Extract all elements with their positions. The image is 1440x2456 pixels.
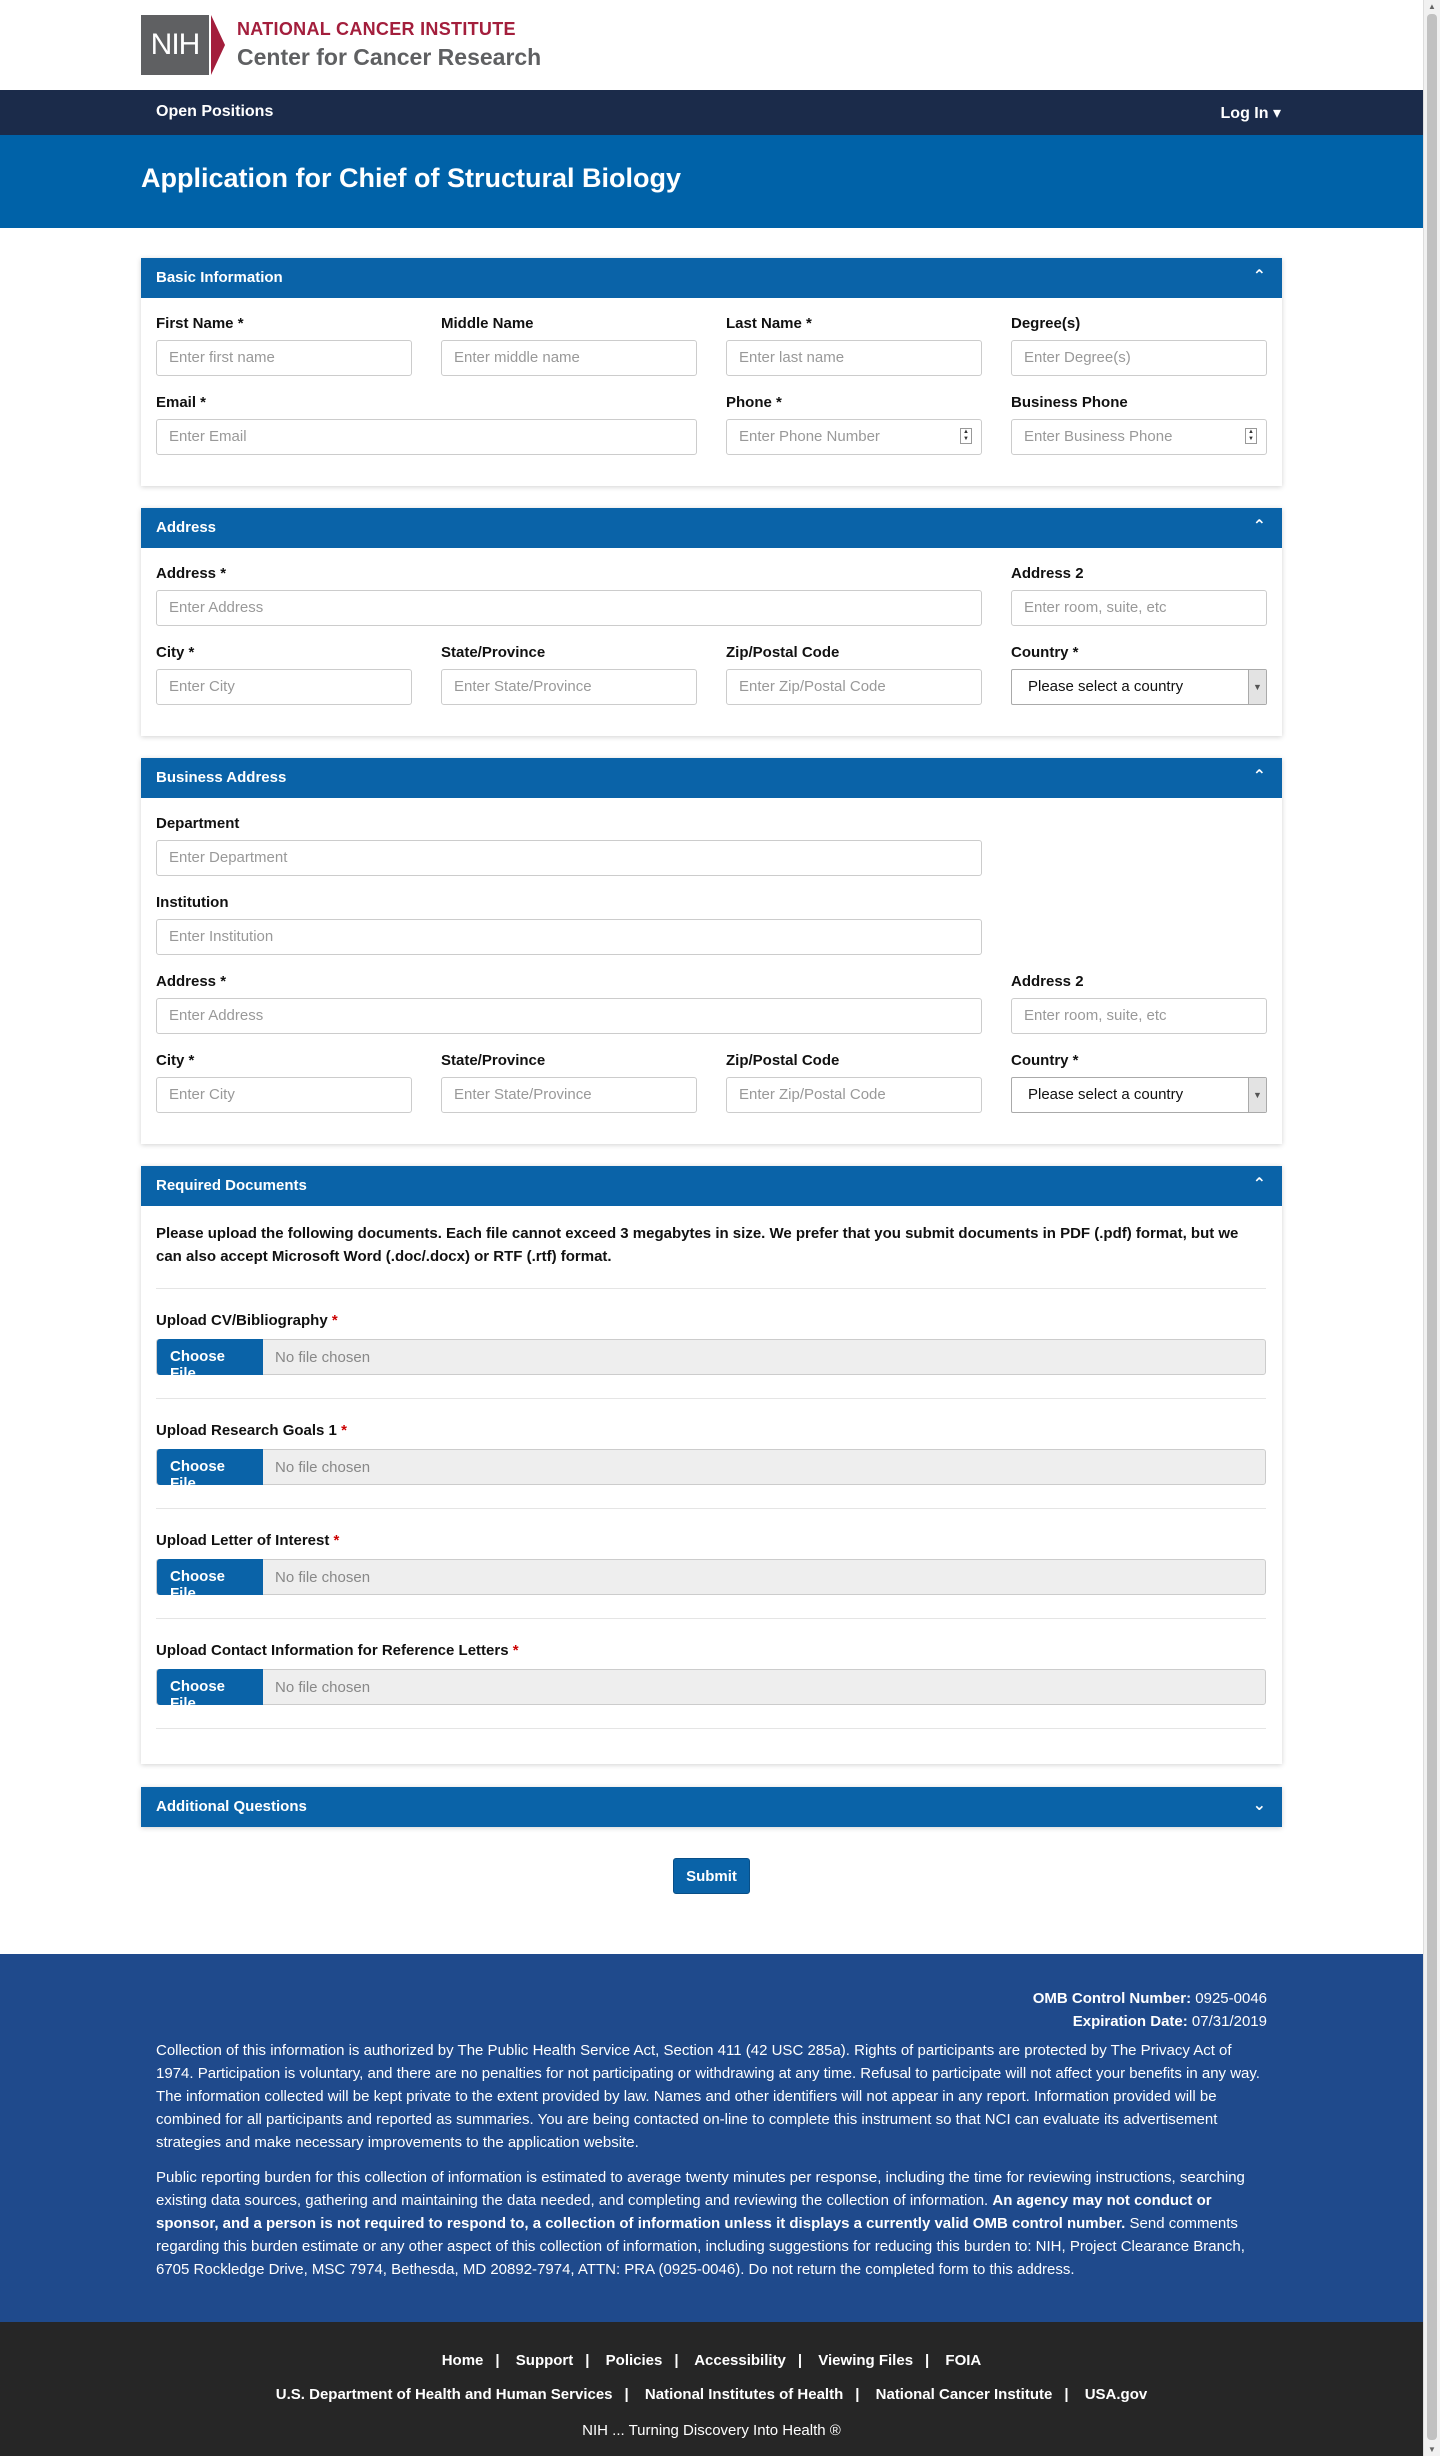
separator: | [855,2386,860,2403]
top-nav [0,90,1423,135]
panel-header-business[interactable] [141,758,1282,798]
footer-link-support[interactable]: Support [515,2352,574,2369]
chevron-up-icon[interactable]: ⌃ [1252,768,1266,785]
panel-title: Required Documents [156,1177,307,1194]
site-header [0,0,1423,90]
business-city-input[interactable]: Enter City [156,1077,412,1113]
address-label: Address * [156,565,227,582]
panel-address [141,508,1282,736]
country-select-value: Please select a country [1028,678,1184,695]
phone-field [726,419,982,455]
last-name-input[interactable]: Enter last name [726,340,982,376]
panel-header-address[interactable] [141,508,1282,548]
country-label: Country * [1011,644,1079,661]
panel-header-basic[interactable] [141,258,1282,298]
business-country-label: Country * [1011,1052,1079,1069]
divider [156,1398,1266,1399]
nci-logo[interactable] [141,15,541,75]
file-status: No file chosen [275,1679,371,1696]
institution-input[interactable]: Enter Institution [156,919,982,955]
upload-instructions: Please upload the following documents. Each file cannot exceed 3 megabytes in size. We prefer that you submit documents in PDF (.pdf) format, but we can also accept Microsoft Word (.doc/.docx) or RTF (.rtf) format. [156,1225,1239,1265]
label-text: Upload Contact Information for Reference Letters [156,1642,509,1659]
dropdown-arrow-icon: ▼ [1248,1078,1266,1112]
chevron-up-icon[interactable]: ⌃ [1252,268,1266,285]
separator: | [624,2386,629,2403]
footer-links-primary [0,2352,1423,2369]
business-address2-label: Address 2 [1011,973,1084,990]
divider [156,1728,1266,1729]
privacy-paragraph: Collection of this information is authorized by The Public Health Service Act, Section 411 (42 USC 285a). Rights of participants are protected by The Privacy Act of 1974. Participation is voluntary, and there are no penalties for not participating or withdrawing at any time. Refusal to participate will not affect your benefits in any way. The information collected will be kept private to the extent provided by law. Names and other identifiers will not appear in any report. Information provided will be combined for all participants and reported as summaries. You are being contacted on-line to complete this instrument so that NCI can evaluate its advertisement strategies and make necessary improvements to the application website. [156,2042,1260,2151]
business-address2-input[interactable]: Enter room, suite, etc [1011,998,1267,1034]
omb-control-block [1033,1987,1267,2033]
business-state-label: State/Province [441,1052,546,1069]
footer-link-foia[interactable]: FOIA [945,2352,982,2369]
footer-link-accessibility[interactable]: Accessibility [694,2352,786,2369]
required-marker: * [341,1422,347,1439]
separator: | [674,2352,679,2369]
spinner-arrows-icon[interactable]: ▲ ▼ [960,428,972,444]
scroll-down-arrow-icon[interactable]: ▼ [1428,2445,1436,2454]
address2-input[interactable]: Enter room, suite, etc [1011,590,1267,626]
email-input[interactable]: Enter Email [156,419,697,455]
business-phone-field [1011,419,1267,455]
state-label: State/Province [441,644,546,661]
file-status: No file chosen [275,1349,371,1366]
address2-label: Address 2 [1011,565,1084,582]
required-marker: * [512,1642,519,1659]
panel-title: Basic Information [156,269,283,286]
panel-title: Business Address [156,769,287,786]
choose-file-button[interactable]: Choose File [157,1669,263,1705]
footer-link-nih[interactable]: National Institutes of Health [644,2386,844,2403]
state-input[interactable]: Enter State/Province [441,669,697,705]
separator: | [1064,2386,1069,2403]
separator: | [585,2352,590,2369]
zip-input[interactable]: Enter Zip/Postal Code [726,669,982,705]
phone-input[interactable]: Enter Phone Number [726,419,982,455]
nih-logo-chevron [211,15,225,75]
footer-link-home[interactable]: Home [441,2352,484,2369]
nav-open-positions[interactable]: Open Positions [156,103,274,120]
footer-links-secondary [0,2386,1423,2403]
panel-title: Additional Questions [156,1798,307,1815]
research-goals-upload-label [156,1422,347,1439]
reference-contacts-upload-label [156,1642,519,1659]
business-address-label: Address * [156,973,227,990]
separator: | [495,2352,500,2369]
burden-bold-text: An agency may not conduct or sponsor, and a person is not required to respond to, a collection of information unless it displays a currently valid OMB control number. [156,2192,1212,2232]
city-label: City * [156,644,195,661]
scroll-up-arrow-icon[interactable]: ▲ [1428,2,1436,11]
panel-header-documents[interactable] [141,1166,1282,1206]
dropdown-arrow-icon: ▼ [1248,670,1266,704]
business-zip-input[interactable]: Enter Zip/Postal Code [726,1077,982,1113]
panel-additional-questions [141,1787,1282,1827]
divider [156,1618,1266,1619]
department-input[interactable]: Enter Department [156,840,982,876]
footer-link-policies[interactable]: Policies [605,2352,663,2369]
choose-file-button[interactable]: Choose File [157,1449,263,1485]
panel-header-additional[interactable] [141,1787,1282,1827]
site-footer [0,2322,1423,2456]
business-zip-label: Zip/Postal Code [726,1052,840,1069]
first-name-label: First Name * [156,315,244,332]
label-text: Upload Research Goals 1 [156,1422,337,1439]
omb-notice [0,1954,1423,2322]
submit-button[interactable]: Submit [673,1858,750,1894]
reference-contacts-file-input[interactable] [156,1669,1266,1712]
first-name-input[interactable]: Enter first name [156,340,412,376]
address-input[interactable]: Enter Address [156,590,982,626]
middle-name-label: Middle Name [441,315,534,332]
omb-expiry-date: 07/31/2019 [1191,2013,1267,2030]
business-city-label: City * [156,1052,195,1069]
cv-upload-label [156,1312,338,1329]
institution-label: Institution [156,894,229,911]
footer-link-nci[interactable]: National Cancer Institute [875,2386,1053,2403]
last-name-label: Last Name * [726,315,812,332]
country-select-value: Please select a country [1028,1086,1184,1103]
chevron-up-icon[interactable]: ⌃ [1252,1176,1266,1193]
divider [156,1288,1266,1289]
city-input[interactable]: Enter City [156,669,412,705]
country-select[interactable] [1011,669,1267,705]
omb-control-number: 0925-0046 [1195,1990,1267,2007]
cv-file-input[interactable] [156,1339,1266,1382]
chevron-up-icon[interactable]: ⌃ [1252,518,1266,535]
logo-line-institute: NATIONAL CANCER INSTITUTE [237,19,516,39]
footer-link-viewing-files[interactable]: Viewing Files [818,2352,914,2369]
email-label: Email * [156,394,207,411]
letter-of-interest-file-input[interactable] [156,1559,1266,1602]
omb-control-label: OMB Control Number: [1032,1990,1192,2007]
burden-comments-text: Send comments regarding this burden estimate or any other aspect of this collection of information, including suggestions for reducing this burden to: NIH, Project Clearance Branch, 6705 Rockledge Drive, MSC 7974, Bethesda, MD 20892-7974, ATTN: PRA (0925-0046). Do not return the completed form to this address. [156,2215,1245,2278]
panel-basic-information [141,258,1282,486]
burden-text: Public reporting burden for this collection of information is estimated to average twenty minutes per response, including the time for reviewing instructions, searching existing data sources, gathering and maintaining the data needed, and completing and reviewing the collection of information. [156,2169,1245,2209]
panel-required-documents [141,1166,1282,1764]
scrollbar-thumb[interactable] [1427,14,1437,2440]
choose-file-button[interactable]: Choose File [157,1339,263,1375]
page-title: Application for Chief of Structural Biology [141,163,681,193]
nav-login-dropdown[interactable]: Log In ▾ [1220,105,1281,122]
spinner-arrows-icon[interactable]: ▲ ▼ [1245,428,1257,444]
choose-file-button[interactable]: Choose File [157,1559,263,1595]
business-phone-input[interactable]: Enter Business Phone [1011,419,1267,455]
department-label: Department [156,815,240,832]
panel-business-address [141,758,1282,1144]
burden-paragraph [156,2166,1266,2281]
file-status: No file chosen [275,1569,371,1586]
label-text: Upload Letter of Interest [156,1532,330,1549]
required-marker: * [331,1312,338,1329]
nih-logo-text: NIH [150,28,200,61]
chevron-down-icon[interactable]: ⌄ [1252,1797,1266,1814]
logo-line-center: Center for Cancer Research [237,44,542,70]
degrees-input[interactable]: Enter Degree(s) [1011,340,1267,376]
label-text: Upload CV/Bibliography [156,1312,328,1329]
file-status: No file chosen [275,1459,371,1476]
business-address-input[interactable]: Enter Address [156,998,982,1034]
divider [156,1508,1266,1509]
page-scrollbar[interactable] [1423,0,1440,2456]
page [0,0,1423,228]
panel-title: Address [156,519,217,536]
separator: | [925,2352,930,2369]
middle-name-input[interactable]: Enter middle name [441,340,697,376]
letter-of-interest-upload-label [156,1532,339,1549]
footer-link-hhs[interactable]: U.S. Department of Health and Human Services [275,2386,613,2403]
required-marker: * [333,1532,340,1549]
footer-link-usa-gov[interactable]: USA.gov [1084,2386,1148,2403]
business-country-select[interactable] [1011,1077,1267,1113]
omb-expiry-label: Expiration Date: [1072,2013,1188,2030]
separator: | [797,2352,803,2369]
business-phone-label: Business Phone [1011,394,1128,411]
research-goals-file-input[interactable] [156,1449,1266,1492]
nih-logo-mark [141,15,209,75]
phone-label: Phone * [726,394,782,411]
footer-tagline: NIH ... Turning Discovery Into Health ® [582,2422,841,2439]
title-banner [0,135,1423,228]
zip-label: Zip/Postal Code [726,644,840,661]
business-state-input[interactable]: Enter State/Province [441,1077,697,1113]
degrees-label: Degree(s) [1011,315,1081,332]
